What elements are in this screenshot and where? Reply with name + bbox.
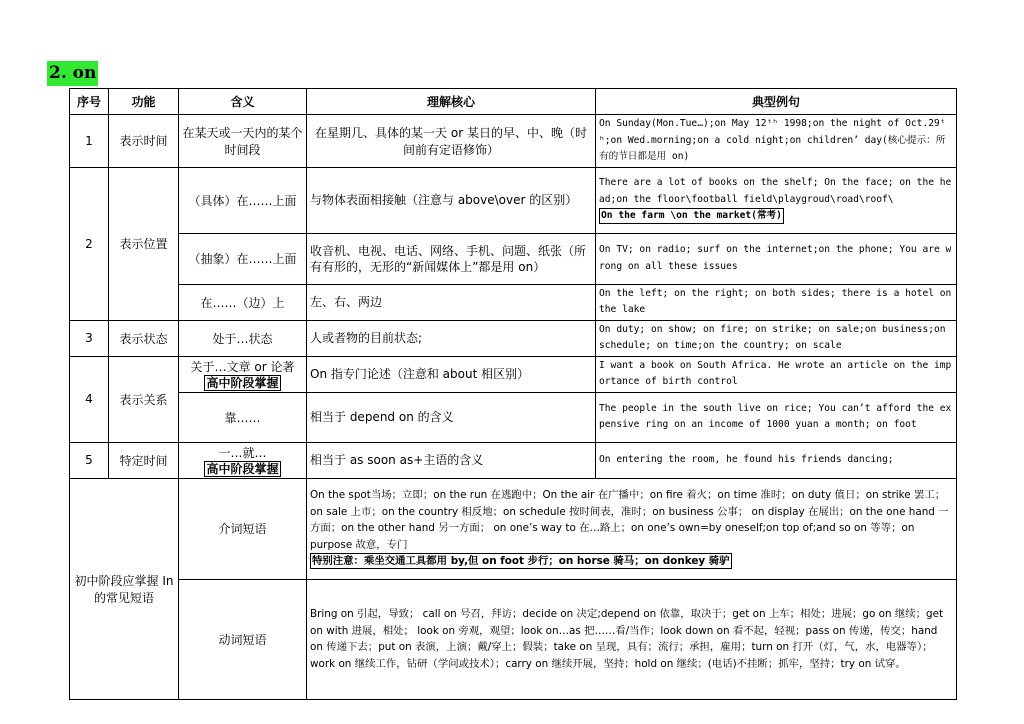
meaning-cell <box>179 442 307 478</box>
header-row <box>70 89 957 115</box>
example-highlight-box: On the farm \on the market(常考) <box>599 208 784 224</box>
meaning-cell: （抽象）在……上面 <box>179 233 307 284</box>
meaning-cell <box>179 356 307 392</box>
core-cell: On 指专门论述（注意和 about 相区别） <box>307 356 596 392</box>
table-row <box>70 115 957 168</box>
core-cell: 相当于 as soon as+主语的含义 <box>307 442 596 478</box>
row-number: 1 <box>70 115 109 168</box>
example-cell: On TV; on radio; surf on the internet;on the phone; You are wrong on all these issues <box>596 233 957 284</box>
table-row <box>70 233 957 284</box>
meaning-cell: 动词短语 <box>179 579 307 699</box>
phrase-list-cell: Bring on 引起，导致； call on 号召，拜访；decide on 决定;depend on 依靠，取决于；get on 上车；相处；进展；go on 继续；get on with 进展，相处； look on 旁观，观望；look on…as 把……看/当作；look down on 看不起，轻视；pass on 传递，传交；hand on 传递下去；put on 表演，上演；戴/穿上；假装；take on 呈现，具有；流行；承担，雇用；turn on 打开（灯，气，水，电器等）；work on 继续工作，钻研（学问或技术）；carry on 继续开展，坚持；hold on 继续；(电话)不挂断；抓牢，坚持；try on 试穿。 <box>307 579 957 699</box>
level-badge: 高中阶段掌握 <box>206 461 279 476</box>
meaning-cell: （具体）在……上面 <box>179 167 307 233</box>
table-row <box>70 579 957 699</box>
example-cell: On Sunday(Mon.Tue…);on May 12ᵗʰ 1998;on the night of Oct.29ᵗʰ;on Wed.morning;on a cold night;on children’ day(核心提示：所有的节日都是用 on) <box>596 115 957 168</box>
table-row <box>70 320 957 356</box>
core-cell: 收音机、电视、电话、网络、手机、问题、纸张（所有有形的，无形的“新闻媒体上”都是用 on） <box>307 233 596 284</box>
table-row <box>70 442 957 478</box>
row-number: 2 <box>70 167 109 320</box>
meaning-cell: 在某天或一天内的某个时间段 <box>179 115 307 168</box>
core-cell: 在星期几、具体的某一天 or 某日的早、中、晚（时间前有定语修饰） <box>307 115 596 168</box>
function-cell: 特定时间 <box>109 442 179 478</box>
core-cell: 左、右、两边 <box>307 284 596 320</box>
meaning-cell: 介词短语 <box>179 478 307 579</box>
core-cell: 人或者物的目前状态; <box>307 320 596 356</box>
table-row <box>70 478 957 579</box>
meaning-cell: 处于…状态 <box>179 320 307 356</box>
level-badge: 高中阶段掌握 <box>206 375 279 390</box>
table-row <box>70 167 957 233</box>
function-cell: 表示关系 <box>109 356 179 442</box>
meaning-text: 一…就… <box>218 445 267 460</box>
table-row <box>70 284 957 320</box>
phrase-list-cell <box>307 478 957 579</box>
phrase-group-title: 初中阶段应掌握 In 的常见短语 <box>70 478 179 699</box>
meaning-text: 关于…文章 or 论著 <box>190 359 295 374</box>
meaning-cell: 在……（边）上 <box>179 284 307 320</box>
col-header-example: 典型例句 <box>596 89 957 115</box>
example-text: There are a lot of books on the shelf; On the face; on the head;on the floor\football field\playgroud\road\roof\ <box>599 177 952 205</box>
example-cell: On entering the room, he found his friends dancing; <box>596 442 957 478</box>
row-number: 4 <box>70 356 109 442</box>
example-cell: I want a book on South Africa. He wrote an article on the importance of birth control <box>596 356 957 392</box>
function-cell: 表示状态 <box>109 320 179 356</box>
col-header-num: 序号 <box>70 89 109 115</box>
example-cell: On the left; on the right; on both sides; there is a hotel on the lake <box>596 284 957 320</box>
phrase-list: On the spot当场；立即；on the run 在逃跑中；On the air 在广播中；on fire 着火；on time 准时；on duty 值日；on strike 罢工； on sale 上市；on the country 相反地；on schedule 按时间表，准时；on business 公事； on display 在展出；on the one hand 一方面；on the other hand 另一方面； on one’s way to 在…路上；on one’s own=by oneself;on top of;and so on 等等；on purpose 故意，专门 <box>310 489 949 551</box>
example-cell <box>596 167 957 233</box>
core-cell: 相当于 depend on 的含义 <box>307 392 596 442</box>
special-note-box: 特别注意：乘坐交通工具都用 by,但 on foot 步行；on horse 骑马；on donkey 骑驴 <box>312 555 730 568</box>
example-cell: The people in the south live on rice; You can’t afford the expensive ring on an income of 1000 yuan a month; on foot <box>596 392 957 442</box>
row-number: 3 <box>70 320 109 356</box>
example-cell: On duty; on show; on fire; on strike; on sale;on business;on schedule; on time;on the country; on scale <box>596 320 957 356</box>
table-row <box>70 392 957 442</box>
meaning-cell: 靠…… <box>179 392 307 442</box>
col-header-function: 功能 <box>109 89 179 115</box>
usage-table <box>69 88 957 700</box>
table-row <box>70 356 957 392</box>
row-number: 5 <box>70 442 109 478</box>
section-heading: 2. on <box>47 61 98 86</box>
core-cell: 与物体表面相接触（注意与 above\over 的区别） <box>307 167 596 233</box>
col-header-meaning: 含义 <box>179 89 307 115</box>
function-cell: 表示位置 <box>109 167 179 320</box>
function-cell: 表示时间 <box>109 115 179 168</box>
col-header-core: 理解核心 <box>307 89 596 115</box>
